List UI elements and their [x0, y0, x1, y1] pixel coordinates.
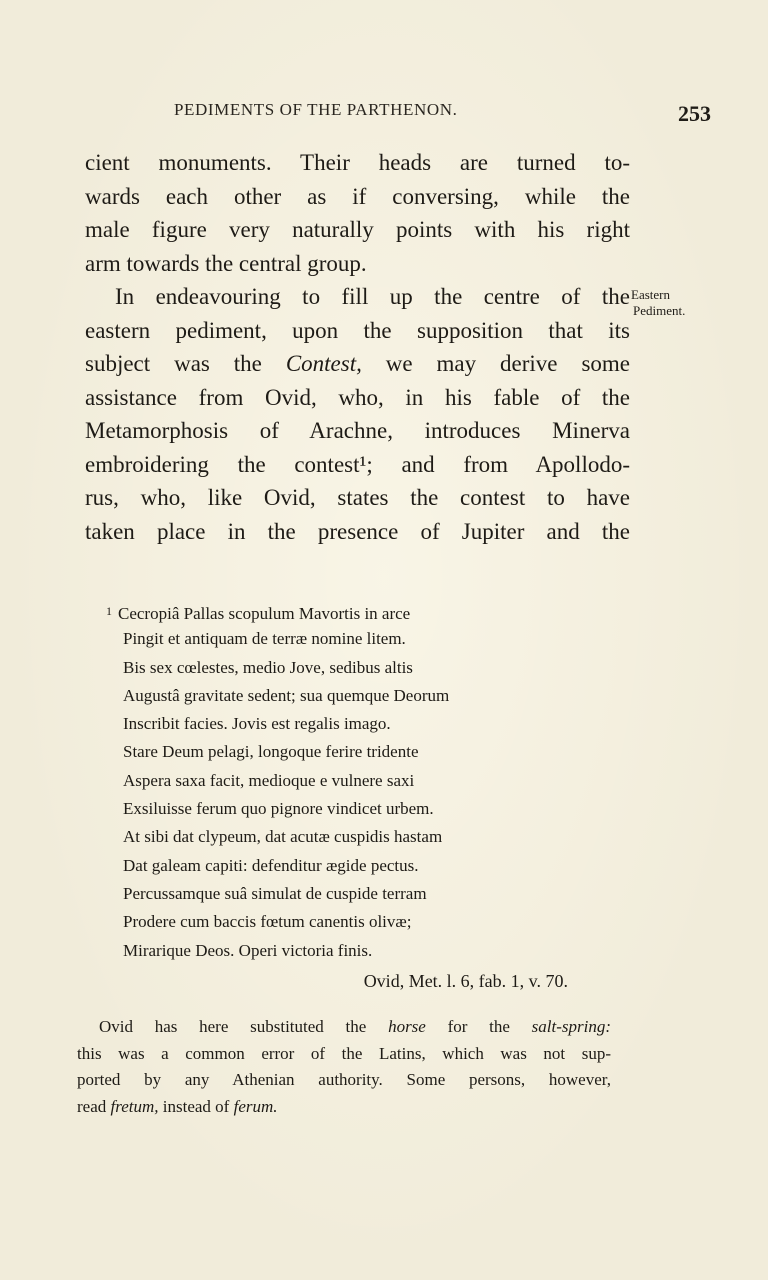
text-line: arm towards the central group.: [85, 250, 367, 276]
italic-term-fretum: fretum,: [110, 1096, 159, 1116]
page-number: 253: [678, 101, 711, 126]
footnote-line: Augustâ gravitate sedent; sua quemque Deorum: [123, 685, 450, 705]
footnote-line: Pingit et antiquam de terræ nomine litem.: [123, 629, 406, 649]
footnote-line: [106, 597, 576, 625]
footnote-line: Mirarique Deos. Operi victoria finis.: [123, 940, 373, 960]
note-line: [77, 1014, 611, 1041]
footnote-line: Percussamque suâ simulat de cuspide terram: [123, 883, 427, 903]
text-segment: Ovid has here substituted the: [99, 1017, 389, 1036]
text-segment: instead of: [158, 1096, 234, 1116]
text-line: male figure very naturally points with his right: [85, 217, 630, 242]
italic-term-contest: Contest,: [285, 351, 362, 376]
text-line: rus, who, like Ovid, states the contest to have: [85, 485, 630, 510]
footnote-line: Prodere cum baccis fœtum canentis olivæ;: [123, 912, 412, 932]
text-line: taken place in the presence of Jupiter and the: [85, 518, 630, 544]
note-line: ported by any Athenian authority. Some persons, however,: [77, 1070, 611, 1089]
footnote-line: Dat galeam capiti: defenditur ægide pectus.: [123, 855, 419, 875]
text-line: wards each other as if conversing, while the: [85, 183, 630, 209]
italic-term-horse: horse: [388, 1017, 426, 1036]
footnote-marker: 1: [106, 604, 112, 618]
footnote-line: Exsiluisse ferum quo pignore vindicet urbem.: [123, 799, 434, 819]
footnote-verse: Cecropiâ Pallas scopulum Mavortis in arce: [118, 604, 411, 623]
footnote-line: Bis sex cœlestes, medio Jove, sedibus altis: [123, 657, 413, 677]
text-segment: we may derive some: [361, 351, 630, 376]
note-line: [77, 1094, 611, 1121]
editorial-note: [77, 1014, 611, 1120]
text-segment: read: [77, 1096, 111, 1116]
footnote-line: Aspera saxa facit, medioque e vulnere saxi: [123, 770, 415, 790]
footnote-quotation: [106, 597, 576, 997]
text-line: Metamorphosis of Arachne, introduces Minerva: [85, 418, 630, 443]
text-line: In endeavouring to fill up the centre of the: [115, 284, 630, 309]
footnote-line: Inscribit facies. Jovis est regalis imago.: [123, 714, 391, 734]
italic-term-salt-spring: salt-spring:: [531, 1017, 611, 1036]
italic-term-ferum: ferum.: [233, 1096, 278, 1116]
marginal-note: [631, 287, 685, 319]
text-line: cient monuments. Their heads are turned to-: [85, 150, 630, 175]
text-line-contest: [85, 347, 630, 381]
text-line: assistance from Ovid, who, in his fable of the: [85, 384, 630, 410]
text-line: eastern pediment, upon the supposition that its: [85, 317, 630, 343]
running-title: PEDIMENTS OF THE PARTHENON.: [174, 100, 458, 119]
main-text: [85, 146, 630, 548]
footnote-line: At sibi dat clypeum, dat acutæ cuspidis hastam: [123, 827, 443, 847]
marginal-note-line: Eastern: [631, 287, 670, 302]
text-line: embroidering the contest¹; and from Apollodo-: [85, 451, 630, 477]
note-line: this was a common error of the Latins, which was not sup-: [77, 1043, 611, 1063]
footnote-citation: Ovid, Met. l. 6, fab. 1, v. 70.: [363, 970, 568, 991]
text-segment: for the: [425, 1017, 532, 1036]
text-segment: subject was the: [85, 351, 286, 376]
marginal-note-line: Pediment.: [633, 303, 686, 318]
footnote-line: Stare Deum pelagi, longoque ferire tridente: [123, 742, 419, 762]
